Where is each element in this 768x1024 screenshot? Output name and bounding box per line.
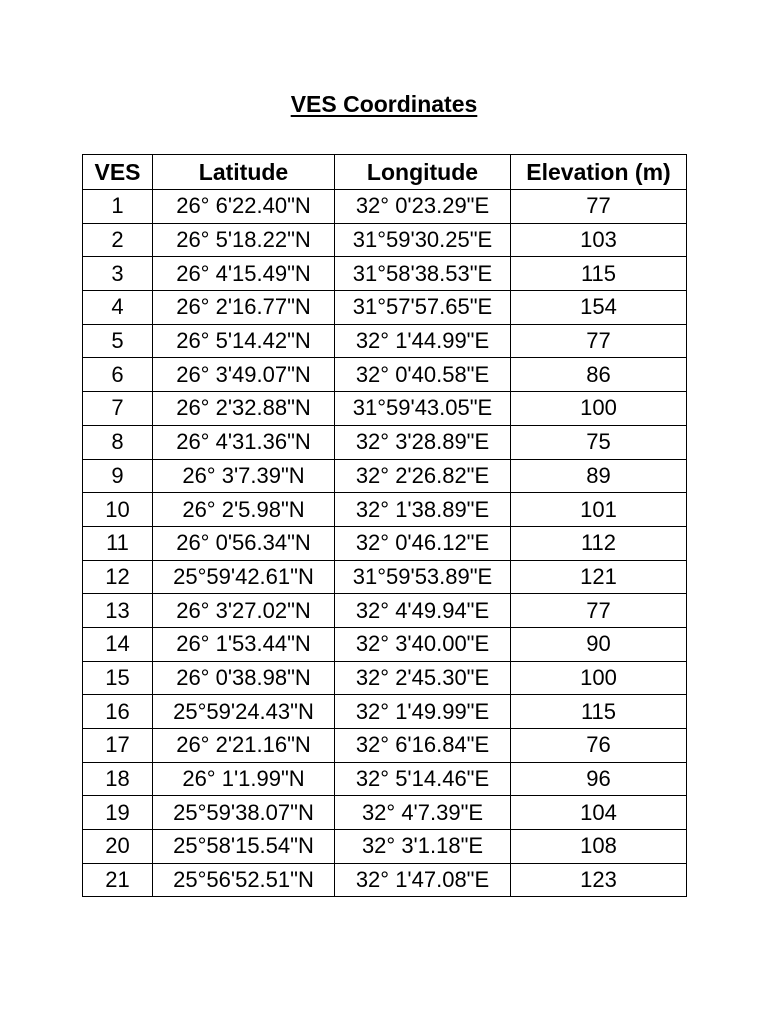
cell-latitude: 26° 2'32.88"N: [153, 392, 335, 426]
cell-longitude: 32° 1'49.99"E: [335, 695, 511, 729]
header-row: [83, 155, 687, 190]
table-row: [83, 594, 687, 628]
table-row: [83, 425, 687, 459]
cell-latitude: 26° 1'53.44"N: [153, 627, 335, 661]
table-row: [83, 358, 687, 392]
table-row: [83, 661, 687, 695]
cell-latitude: 26° 2'16.77"N: [153, 291, 335, 325]
cell-elevation: 121: [511, 560, 687, 594]
cell-longitude: 32° 2'45.30"E: [335, 661, 511, 695]
cell-ves: 14: [83, 627, 153, 661]
table-header: [83, 155, 687, 190]
cell-longitude: 31°57'57.65"E: [335, 291, 511, 325]
cell-longitude: 32° 5'14.46"E: [335, 762, 511, 796]
cell-longitude: 32° 1'44.99"E: [335, 324, 511, 358]
cell-ves: 20: [83, 830, 153, 864]
header-longitude: Longitude: [335, 155, 511, 190]
cell-longitude: 32° 4'7.39"E: [335, 796, 511, 830]
cell-elevation: 104: [511, 796, 687, 830]
table-row: [83, 223, 687, 257]
cell-longitude: 32° 3'28.89"E: [335, 425, 511, 459]
cell-ves: 6: [83, 358, 153, 392]
cell-elevation: 96: [511, 762, 687, 796]
cell-ves: 19: [83, 796, 153, 830]
cell-latitude: 26° 0'56.34"N: [153, 526, 335, 560]
page-title-text: VES Coordinates: [290, 91, 478, 117]
cell-ves: 3: [83, 257, 153, 291]
cell-ves: 7: [83, 392, 153, 426]
table-row: [83, 257, 687, 291]
cell-ves: 16: [83, 695, 153, 729]
table-row: [83, 560, 687, 594]
cell-elevation: 77: [511, 190, 687, 224]
table-row: [83, 695, 687, 729]
cell-longitude: 32° 0'40.58"E: [335, 358, 511, 392]
cell-ves: 9: [83, 459, 153, 493]
cell-elevation: 154: [511, 291, 687, 325]
cell-latitude: 26° 3'7.39"N: [153, 459, 335, 493]
cell-ves: 11: [83, 526, 153, 560]
cell-ves: 13: [83, 594, 153, 628]
cell-longitude: 32° 1'47.08"E: [335, 863, 511, 897]
cell-latitude: 25°58'15.54"N: [153, 830, 335, 864]
cell-elevation: 90: [511, 627, 687, 661]
cell-longitude: 32° 0'46.12"E: [335, 526, 511, 560]
cell-longitude: 32° 2'26.82"E: [335, 459, 511, 493]
header-latitude: Latitude: [153, 155, 335, 190]
cell-longitude: 32° 1'38.89"E: [335, 493, 511, 527]
cell-elevation: 100: [511, 661, 687, 695]
cell-latitude: 26° 2'21.16"N: [153, 729, 335, 763]
cell-longitude: 32° 3'40.00"E: [335, 627, 511, 661]
cell-latitude: 26° 4'15.49"N: [153, 257, 335, 291]
cell-longitude: 31°59'30.25"E: [335, 223, 511, 257]
table-row: [83, 324, 687, 358]
table-row: [83, 796, 687, 830]
cell-elevation: 77: [511, 324, 687, 358]
page-title: [0, 88, 768, 120]
cell-longitude: 32° 3'1.18"E: [335, 830, 511, 864]
cell-latitude: 25°59'38.07"N: [153, 796, 335, 830]
cell-ves: 8: [83, 425, 153, 459]
cell-ves: 17: [83, 729, 153, 763]
cell-ves: 15: [83, 661, 153, 695]
cell-ves: 2: [83, 223, 153, 257]
cell-ves: 12: [83, 560, 153, 594]
cell-ves: 5: [83, 324, 153, 358]
cell-elevation: 103: [511, 223, 687, 257]
ves-coordinates-table: [82, 154, 687, 897]
cell-elevation: 115: [511, 257, 687, 291]
cell-elevation: 100: [511, 392, 687, 426]
cell-longitude: 31°59'43.05"E: [335, 392, 511, 426]
cell-latitude: 26° 5'18.22"N: [153, 223, 335, 257]
cell-longitude: 31°59'53.89"E: [335, 560, 511, 594]
cell-elevation: 75: [511, 425, 687, 459]
cell-latitude: 26° 2'5.98"N: [153, 493, 335, 527]
table-row: [83, 762, 687, 796]
cell-longitude: 32° 6'16.84"E: [335, 729, 511, 763]
cell-latitude: 26° 0'38.98"N: [153, 661, 335, 695]
cell-ves: 1: [83, 190, 153, 224]
cell-elevation: 77: [511, 594, 687, 628]
table-row: [83, 493, 687, 527]
table-row: [83, 291, 687, 325]
table-row: [83, 830, 687, 864]
cell-latitude: 25°59'24.43"N: [153, 695, 335, 729]
cell-elevation: 108: [511, 830, 687, 864]
table-row: [83, 863, 687, 897]
table-row: [83, 459, 687, 493]
cell-latitude: 26° 6'22.40"N: [153, 190, 335, 224]
table-row: [83, 392, 687, 426]
cell-ves: 4: [83, 291, 153, 325]
cell-longitude: 32° 0'23.29"E: [335, 190, 511, 224]
table-row: [83, 729, 687, 763]
table-row: [83, 627, 687, 661]
cell-latitude: 26° 1'1.99"N: [153, 762, 335, 796]
header-ves: VES: [83, 155, 153, 190]
cell-elevation: 123: [511, 863, 687, 897]
cell-elevation: 112: [511, 526, 687, 560]
cell-elevation: 86: [511, 358, 687, 392]
cell-longitude: 31°58'38.53"E: [335, 257, 511, 291]
header-elevation: Elevation (m): [511, 155, 687, 190]
table-row: [83, 526, 687, 560]
cell-latitude: 25°59'42.61"N: [153, 560, 335, 594]
table-body: [83, 190, 687, 897]
cell-latitude: 25°56'52.51"N: [153, 863, 335, 897]
cell-latitude: 26° 3'49.07"N: [153, 358, 335, 392]
cell-latitude: 26° 5'14.42"N: [153, 324, 335, 358]
cell-longitude: 32° 4'49.94"E: [335, 594, 511, 628]
cell-latitude: 26° 3'27.02"N: [153, 594, 335, 628]
cell-elevation: 89: [511, 459, 687, 493]
table-row: [83, 190, 687, 224]
cell-ves: 10: [83, 493, 153, 527]
cell-elevation: 76: [511, 729, 687, 763]
cell-elevation: 115: [511, 695, 687, 729]
cell-latitude: 26° 4'31.36"N: [153, 425, 335, 459]
cell-ves: 21: [83, 863, 153, 897]
cell-elevation: 101: [511, 493, 687, 527]
cell-ves: 18: [83, 762, 153, 796]
